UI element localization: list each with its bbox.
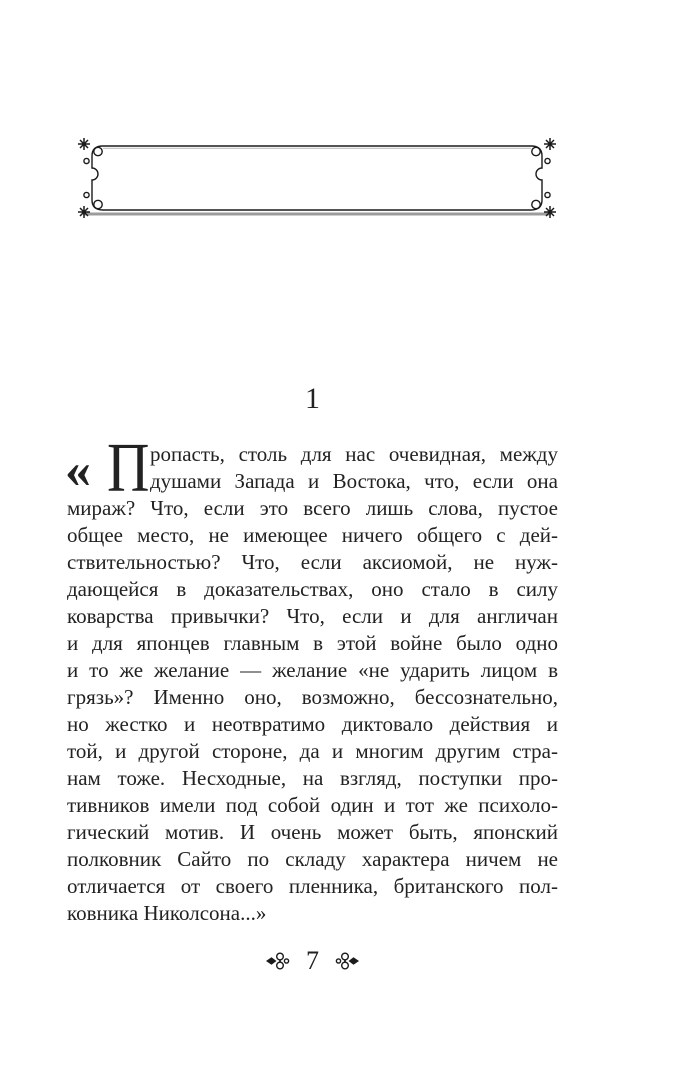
text-line: ропасть, столь для нас очевидная, между — [150, 442, 558, 466]
ornament-frame-icon — [77, 137, 557, 221]
text-line: тивников имели под собой один и тот же психоло- — [67, 793, 558, 817]
text-line: коварства привычки? Что, если и для англичан — [67, 604, 558, 628]
text-line: отличается от своего пленника, британского пол- — [67, 874, 558, 898]
drop-cap-letter: П — [107, 430, 150, 507]
text-line: дающейся в доказательствах, оно стало в силу — [67, 577, 558, 601]
text-line: той, и другой стороне, да и многим другим стра- — [67, 739, 558, 763]
text-line: ковника Николсона...» — [67, 901, 267, 925]
text-line: мираж? Что, если это всего лишь слова, пустое — [67, 496, 558, 520]
drop-cap — [65, 430, 150, 507]
text-line: и то же желание — желание «не ударить лицом в — [67, 658, 558, 682]
chapter-number: 1 — [305, 382, 320, 415]
text-line: но жестко и неотвратимо диктовало действия и — [67, 712, 558, 736]
text-line: полковник Сайто по складу характера ничем не — [67, 847, 558, 871]
text-line: общее место, не имеющее ничего общего с дей- — [67, 523, 558, 547]
drop-cap-quote: « — [65, 442, 91, 499]
text-line: душами Запада и Востока, что, если она — [150, 469, 558, 493]
page-number: 7 — [306, 946, 319, 975]
text-line: и для японцев главным в этой войне было одно — [67, 631, 558, 655]
page-footer — [67, 944, 558, 978]
fleuron-left-icon — [266, 951, 290, 971]
fleuron-right-icon — [335, 951, 359, 971]
text-line: ствительностью? Что, если аксиомой, не нуж- — [67, 550, 558, 574]
text-line: нам тоже. Несходные, на взгляд, поступки про- — [67, 766, 558, 790]
text-line: грязь»? Именно оно, возможно, бессознательно, — [67, 685, 558, 709]
body-paragraph — [65, 430, 558, 927]
text-line: гический мотив. И очень может быть, японский — [67, 820, 558, 844]
chapter-ornament-frame — [77, 137, 557, 221]
